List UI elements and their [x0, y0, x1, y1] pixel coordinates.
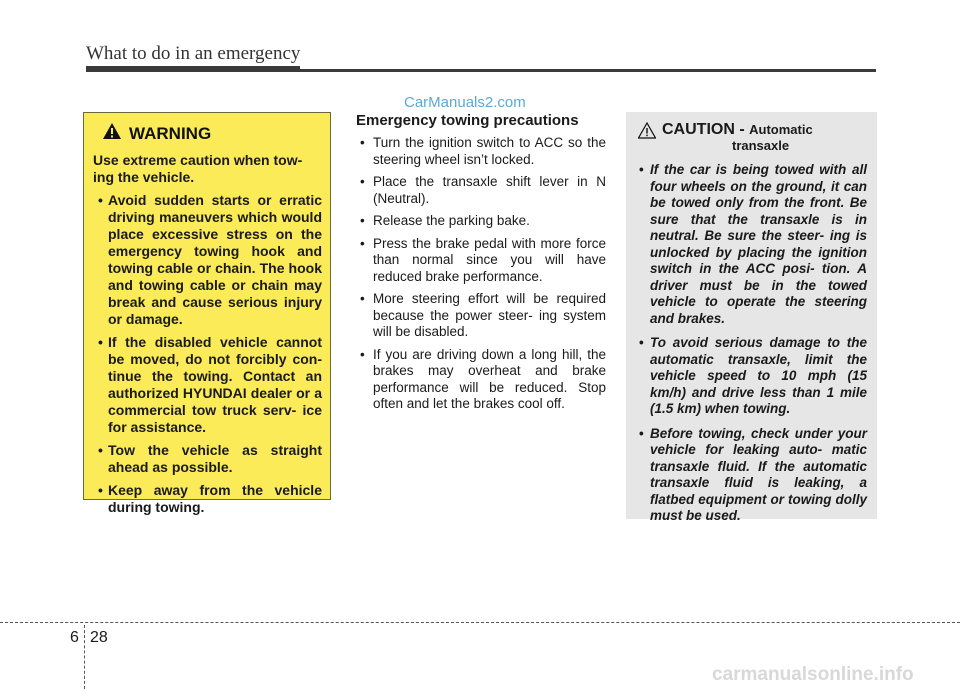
caution-item: • If the car is being towed with all four wheels on the ground, it can be towed only from the front. Be sure that the transaxle is in neutral. Be sure the steer- ing is unlocked by placing the ignition switch in the ACC posi- tion. A driver must be in the towed vehicle to operate the steering and brakes. — [634, 162, 867, 327]
warning-title: WARNING — [129, 123, 212, 143]
towing-item: • Press the brake pedal with more force than normal since you will have reduced brake performance. — [356, 236, 606, 286]
footer-vertical-divider — [84, 625, 85, 689]
towing-item: • If you are driving down a long hill, the brakes may overheat and brake performance will be reduced. Stop often and let the brakes cool off. — [356, 347, 606, 413]
page-number: 28 — [90, 629, 108, 646]
warning-intro: Use extreme caution when tow- ing the vehicle. — [93, 152, 303, 185]
warning-item: • Avoid sudden starts or erratic driving maneuvers which would place excessive stress on the emergency towing hook and towing cable or chain. The hook and towing cable or chain may break and cause serious injury or damage. — [93, 192, 322, 328]
warning-item: • Tow the vehicle as straight ahead as possible. — [93, 442, 322, 476]
page-header-title: What to do in an emergency — [86, 43, 301, 64]
towing-precautions-section — [356, 112, 606, 419]
warning-list — [93, 192, 322, 516]
watermark-link[interactable]: CarManuals2.com — [404, 94, 526, 111]
towing-item: • Release the parking bake. — [356, 213, 606, 230]
warning-box — [83, 112, 331, 515]
caution-triangle-icon — [638, 122, 656, 144]
caution-item: • Before towing, check under your vehicle for leaking auto- matic transaxle fluid. If the automatic transaxle fluid is leaking, a flatbed equipment or towing dolly must be used. — [634, 426, 867, 525]
caution-item: • To avoid serious damage to the automatic transaxle, limit the vehicle speed to 10 mph (15 km/h) and drive less than 1 mile (1.5 km) when towing. — [634, 335, 867, 418]
footer-divider — [0, 622, 960, 623]
warning-item: • If the disabled vehicle cannot be moved, do not forcibly con- tinue the towing. Contact an authorized HYUNDAI dealer or a commercial tow truck serv- ice for assistance. — [93, 334, 322, 436]
warning-header — [103, 123, 322, 144]
header-rule — [86, 69, 876, 72]
towing-item: • More steering effort will be required because the power steer- ing system will be disabled. — [356, 291, 606, 341]
towing-item: • Turn the ignition switch to ACC so the steering wheel isn’t locked. — [356, 135, 606, 168]
towing-list — [356, 135, 606, 413]
caution-box — [626, 112, 877, 523]
caution-subtitle: Automatic — [749, 122, 813, 137]
caution-title: CAUTION - — [662, 121, 745, 138]
warning-triangle-icon — [103, 123, 121, 144]
chapter-number: 6 — [70, 629, 79, 646]
caution-list — [634, 162, 867, 525]
caution-header — [638, 122, 867, 154]
section-title: Emergency towing precautions — [356, 112, 579, 129]
warning-item: • Keep away from the vehicle during towing. — [93, 482, 322, 516]
towing-item: • Place the transaxle shift lever in N (Neutral). — [356, 174, 606, 207]
caution-subtitle-line2: transaxle — [732, 138, 790, 153]
watermark-bottom[interactable]: carmanualsonline.info — [712, 664, 914, 685]
